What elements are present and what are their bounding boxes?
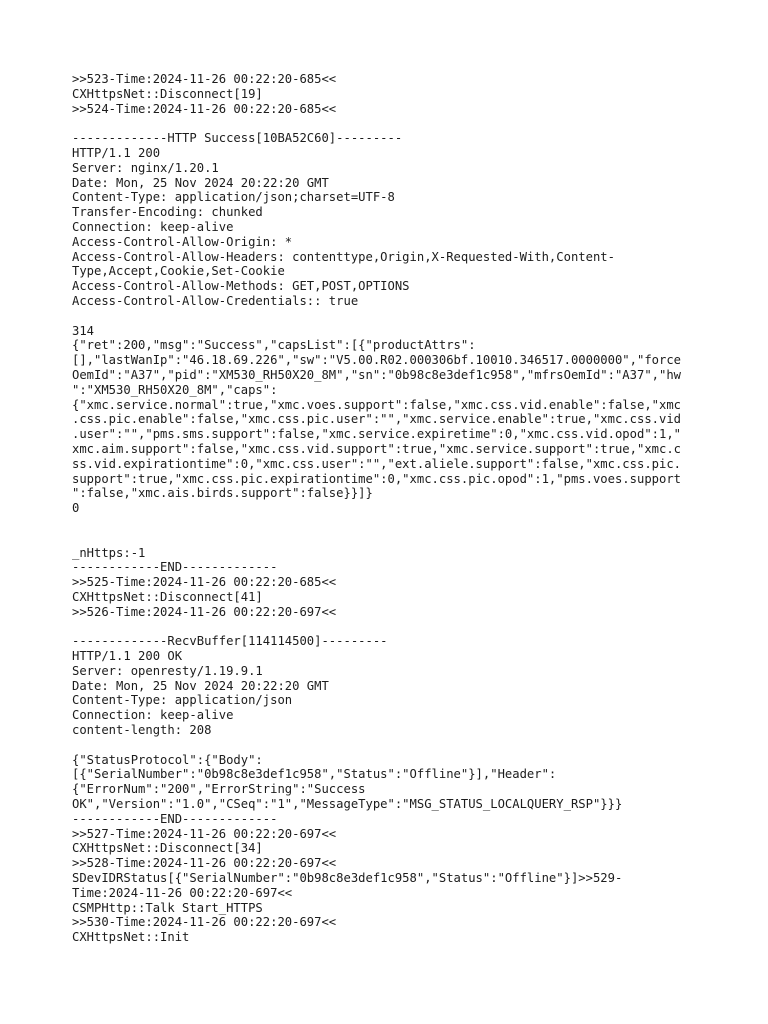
log-line: >>527-Time:2024-11-26 00:22:20-697<< (72, 826, 337, 841)
log-line: .user":"","pms.sms.support":false,"xmc.service.expiretime":0,"xmc.css.vid.opod":1," (72, 427, 682, 442)
log-line (72, 309, 712, 324)
log-line: {"ErrorNum":"200","ErrorString":"Success (72, 782, 366, 797)
log-line: OK","Version":"1.0","CSeq":"1","MessageType":"MSG_STATUS_LOCALQUERY_RSP"}}} (72, 797, 623, 812)
log-line (72, 516, 712, 531)
log-line: >>523-Time:2024-11-26 00:22:20-685<< (72, 72, 337, 86)
log-line: >>526-Time:2024-11-26 00:22:20-697<< (72, 604, 337, 619)
log-line: OemId":"A37","pid":"XM530_RH50X20_8M","sn":"0b98c8e3def1c958","mfrsOemId":"A37","hw (72, 367, 682, 382)
log-line: ------------END------------- (72, 811, 278, 826)
log-line: CXHttpsNet::Init (72, 930, 190, 945)
log-line: Date: Mon, 25 Nov 2024 20:22:20 GMT (72, 678, 329, 693)
log-line: Access-Control-Allow-Origin: * (72, 234, 293, 249)
log-line: Content-Type: application/json;charset=UTF-8 (72, 190, 395, 205)
log-line: {"ret":200,"msg":"Success","capsList":[{"productAttrs": (72, 338, 476, 353)
log-line: CXHttpsNet::Disconnect[34] (72, 841, 263, 856)
log-line (72, 619, 712, 634)
log-line: Access-Control-Allow-Methods: GET,POST,OPTIONS (72, 279, 410, 294)
log-document (72, 72, 712, 945)
log-line (72, 116, 712, 131)
log-line: [],"lastWanIp":"46.18.69.226","sw":"V5.00.R02.000306bf.10010.346517.0000000","force (72, 353, 682, 368)
log-line: ------------END------------- (72, 560, 278, 575)
log-line: CXHttpsNet::Disconnect[41] (72, 589, 263, 604)
log-line: {"xmc.service.normal":true,"xmc.voes.support":false,"xmc.css.vid.enable":false,"xmc (72, 397, 682, 412)
log-line: Access-Control-Allow-Headers: contenttype,Origin,X-Requested-With,Content- (72, 249, 615, 264)
log-line: Server: nginx/1.20.1 (72, 160, 219, 175)
log-line: ss.vid.expirationtime":0,"xmc.css.user":"","ext.aliele.support":false,"xmc.css.pic. (72, 456, 682, 471)
log-line: .css.pic.enable":false,"xmc.css.pic.user":"","xmc.service.enable":true,"xmc.css.vid (72, 412, 682, 427)
log-line: 314 (72, 323, 95, 338)
log-line: >>528-Time:2024-11-26 00:22:20-697<< (72, 856, 337, 871)
log-line: >>524-Time:2024-11-26 00:22:20-685<< (72, 101, 337, 116)
log-line: CXHttpsNet::Disconnect[19] (72, 86, 263, 101)
log-line: ":false,"xmc.ais.birds.support":false}}]} (72, 486, 373, 501)
log-line: Connection: keep-alive (72, 708, 234, 723)
log-line: Date: Mon, 25 Nov 2024 20:22:20 GMT (72, 175, 329, 190)
log-line (72, 531, 712, 546)
log-line: >>525-Time:2024-11-26 00:22:20-685<< (72, 575, 337, 590)
log-line: Server: openresty/1.19.9.1 (72, 663, 263, 678)
log-line: -------------HTTP Success[10BA52C60]--------- (72, 131, 403, 146)
log-line: Access-Control-Allow-Credentials:: true (72, 293, 359, 308)
log-line: >>530-Time:2024-11-26 00:22:20-697<< (72, 915, 337, 930)
log-line: HTTP/1.1 200 (72, 145, 161, 160)
log-line: ":"XM530_RH50X20_8M","caps": (72, 382, 278, 397)
log-line: {"StatusProtocol":{"Body": (72, 752, 263, 767)
log-line: Transfer-Encoding: chunked (72, 205, 263, 220)
log-line: Time:2024-11-26 00:22:20-697<< (72, 885, 293, 900)
log-line: content-length: 208 (72, 723, 212, 738)
log-line: CSMPHttp::Talk Start_HTTPS (72, 900, 263, 915)
log-line: xmc.aim.support":false,"xmc.css.vid.support":true,"xmc.service.support":true,"xmc.c (72, 441, 682, 456)
log-line (72, 738, 712, 753)
log-line: Content-Type: application/json (72, 693, 293, 708)
log-line: Connection: keep-alive (72, 219, 234, 234)
log-line: HTTP/1.1 200 OK (72, 649, 183, 664)
log-line: 0 (72, 501, 80, 516)
log-line: support":true,"xmc.css.pic.expirationtime":0,"xmc.css.pic.opod":1,"pms.voes.support (72, 471, 682, 486)
log-line: [{"SerialNumber":"0b98c8e3def1c958","Status":"Offline"}],"Header": (72, 767, 557, 782)
log-line: -------------RecvBuffer[114114500]--------- (72, 634, 388, 649)
log-line: SDevIDRStatus[{"SerialNumber":"0b98c8e3def1c958","Status":"Offline"}]>>529- (72, 871, 623, 886)
log-line: Type,Accept,Cookie,Set-Cookie (72, 264, 285, 279)
log-line: _nHttps:-1 (72, 545, 146, 560)
